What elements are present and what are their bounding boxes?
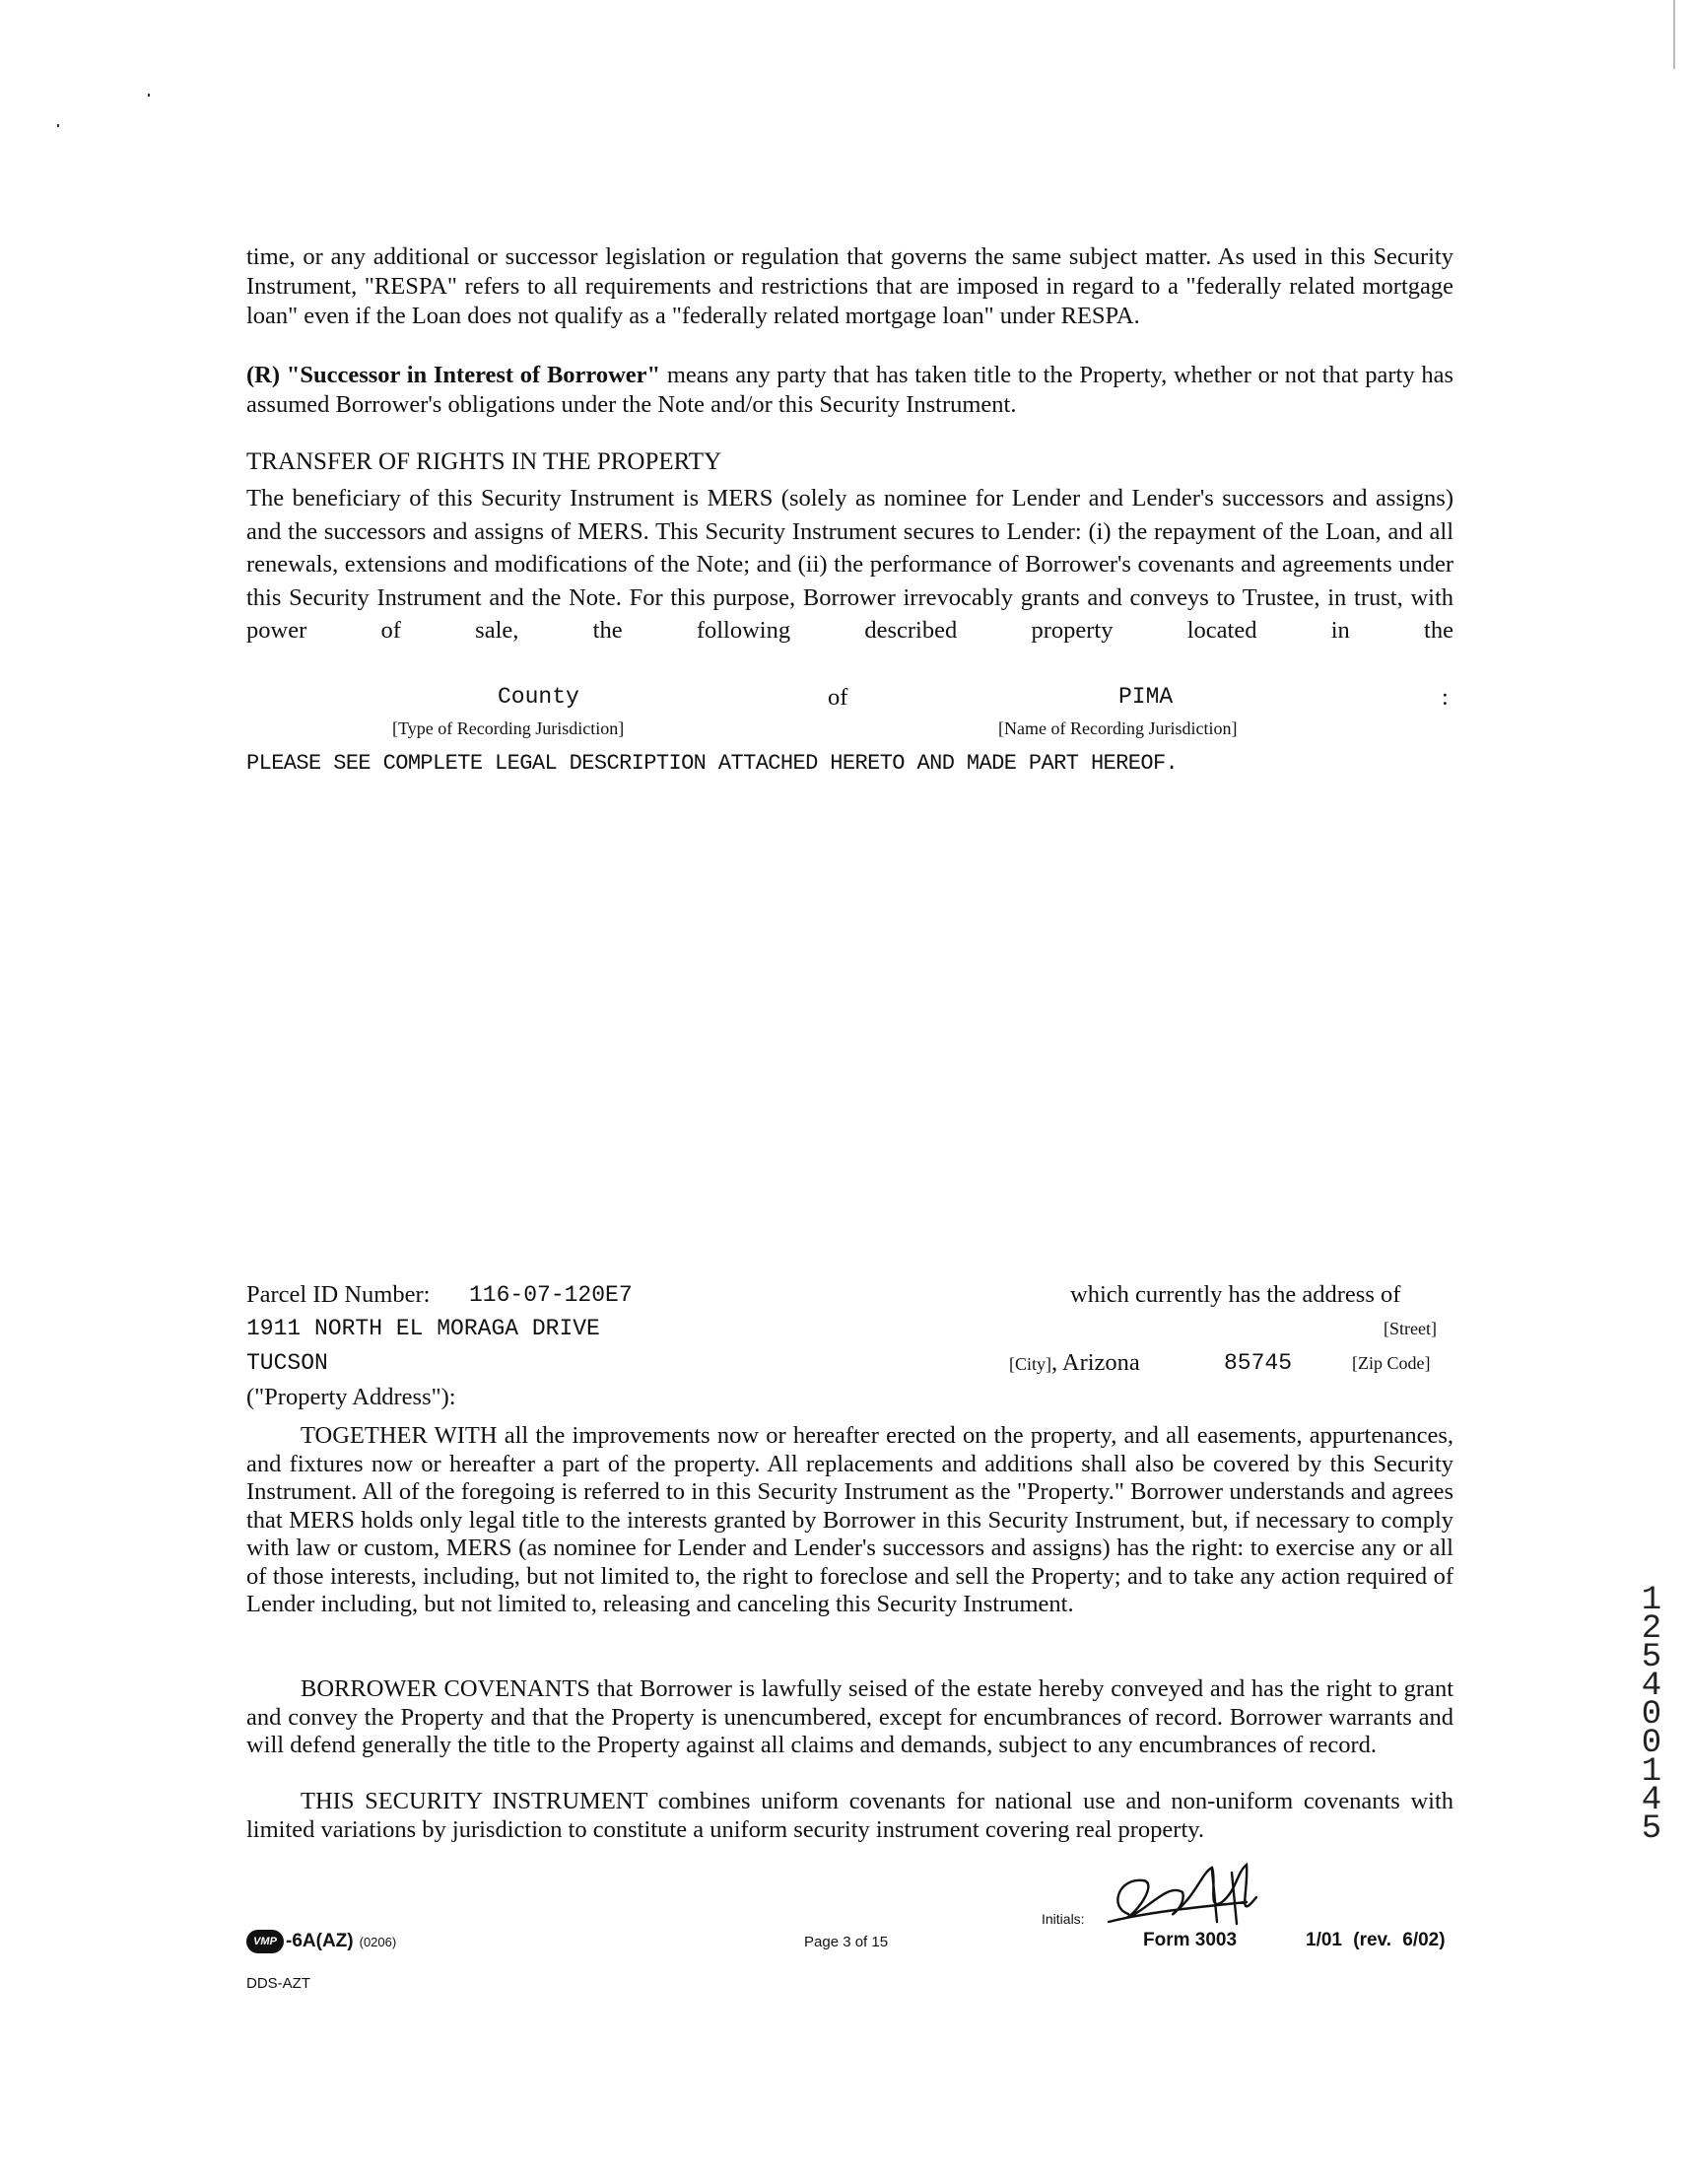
together-with-paragraph: TOGETHER WITH all the improvements now or hereafter erected on the property, and all easements, appurtenances, and fixtures now or hereafter a part of the property. All replacements and additions shall also be covered by this Security Instrument. All of the foregoing is referred to in this Security Instrument as the "Property." Borrower understands and agrees that MERS holds only legal title to the interests granted by Borrower in this Security Instrument, but, if necessary to comply with law or custom, MERS (as nominee for Lender and Lender's successors and assigns) has the right: to exercise any or all of those interests, including, but not limited to, the right to foreclose and sell the Property; and to take any action required of Lender including, but not limited to, releasing and canceling this Security Instrument. [246, 1422, 1453, 1617]
definition-r [246, 361, 1453, 420]
street-address: 1911 NORTH EL MORAGA DRIVE [246, 1316, 600, 1341]
borrower-covenants-paragraph: BORROWER COVENANTS that Borrower is lawfully seised of the estate hereby conveyed and has the right to grant and convey the Property and that the Property is unencumbered, except for encumbrances of record. Borrower warrants and will defend generally the title to the Property against all claims and demands, subject to any encumbrances of record. [246, 1675, 1453, 1758]
scan-speck [57, 124, 59, 127]
city-caption: [City] [1009, 1354, 1051, 1374]
address-intro: which currently has the address of [1070, 1281, 1401, 1308]
respa-paragraph: time, or any additional or successor legislation or regulation that governs the same subject matter. As used in this Security Instrument, "RESPA" refers to all requirements and restrictions that are imposed in regard to a "federally related mortgage loan" even if the Loan does not qualify as a "federally related mortgage loan" under RESPA. [246, 243, 1453, 329]
legal-description: PLEASE SEE COMPLETE LEGAL DESCRIPTION ATTACHED HERETO AND MADE PART HEREOF. [246, 751, 1179, 776]
recording-stamp-number: 12540 0145 [1641, 1582, 1662, 1848]
definition-r-text: means any party that has taken title to the Property, whether or not that party has assumed Borrower's obligations under the Note and/or this Security Instrument. [246, 362, 1453, 418]
form-code-number: (0206) [359, 1934, 397, 1949]
page-number: Page 3 of 15 [804, 1934, 889, 1950]
dds-code: DDS-AZT [246, 1975, 310, 1992]
vmp-logo: VMP [246, 1930, 284, 1953]
transfer-heading: TRANSFER OF RIGHTS IN THE PROPERTY [246, 448, 722, 475]
initials-label: Initials: [1042, 1911, 1085, 1927]
definition-r-label: (R) "Successor in Interest of Borrower" [246, 362, 661, 388]
name-caption: [Name of Recording Jurisdiction] [998, 718, 1238, 738]
jurisdiction-of: of [828, 684, 848, 711]
form-logo-group [246, 1930, 396, 1953]
transfer-paragraph: The beneficiary of this Security Instrument is MERS (solely as nominee for Lender and Lender's successors and assigns) and the successors and assigns of MERS. This Security Instrument secures to Lender: (i) the repayment of the Loan, and all renewals, extensions and modifications of the Note; and (ii) the performance of Borrower's covenants and agreements under this Security Instrument and the Note. For this purpose, Borrower irrevocably grants and conveys to Trustee, in trust, with power of sale, the following described property located in the [246, 485, 1453, 645]
city: TUCSON [246, 1350, 328, 1376]
street-caption: [Street] [1384, 1319, 1437, 1338]
jurisdiction-colon: : [1442, 684, 1449, 711]
jurisdiction-name: PIMA [1118, 684, 1174, 710]
initials-signature [1089, 1853, 1276, 1942]
form-code: -6A(AZ) [286, 1931, 354, 1951]
jurisdiction-type: County [498, 684, 579, 710]
type-caption: [Type of Recording Jurisdiction] [392, 718, 625, 738]
parcel-label: Parcel ID Number: [246, 1281, 431, 1308]
uniform-instrument-paragraph: THIS SECURITY INSTRUMENT combines uniform covenants for national use and non-uniform covenants with limited variations by jurisdiction to constitute a uniform security instrument covering real property. [246, 1788, 1453, 1843]
parcel-id: 116-07-120E7 [469, 1282, 633, 1308]
form-version: 1/01 (rev. 6/02) [1306, 1930, 1446, 1950]
zip-caption: [Zip Code] [1352, 1353, 1431, 1373]
scan-speck [148, 94, 150, 97]
form-label: Form 3003 [1143, 1930, 1238, 1950]
property-address-label: ("Property Address"): [246, 1384, 456, 1410]
state: , Arizona [1051, 1349, 1140, 1376]
city-state [1009, 1349, 1140, 1377]
scan-edge-line [1673, 0, 1675, 69]
zip-code: 85745 [1224, 1350, 1293, 1376]
